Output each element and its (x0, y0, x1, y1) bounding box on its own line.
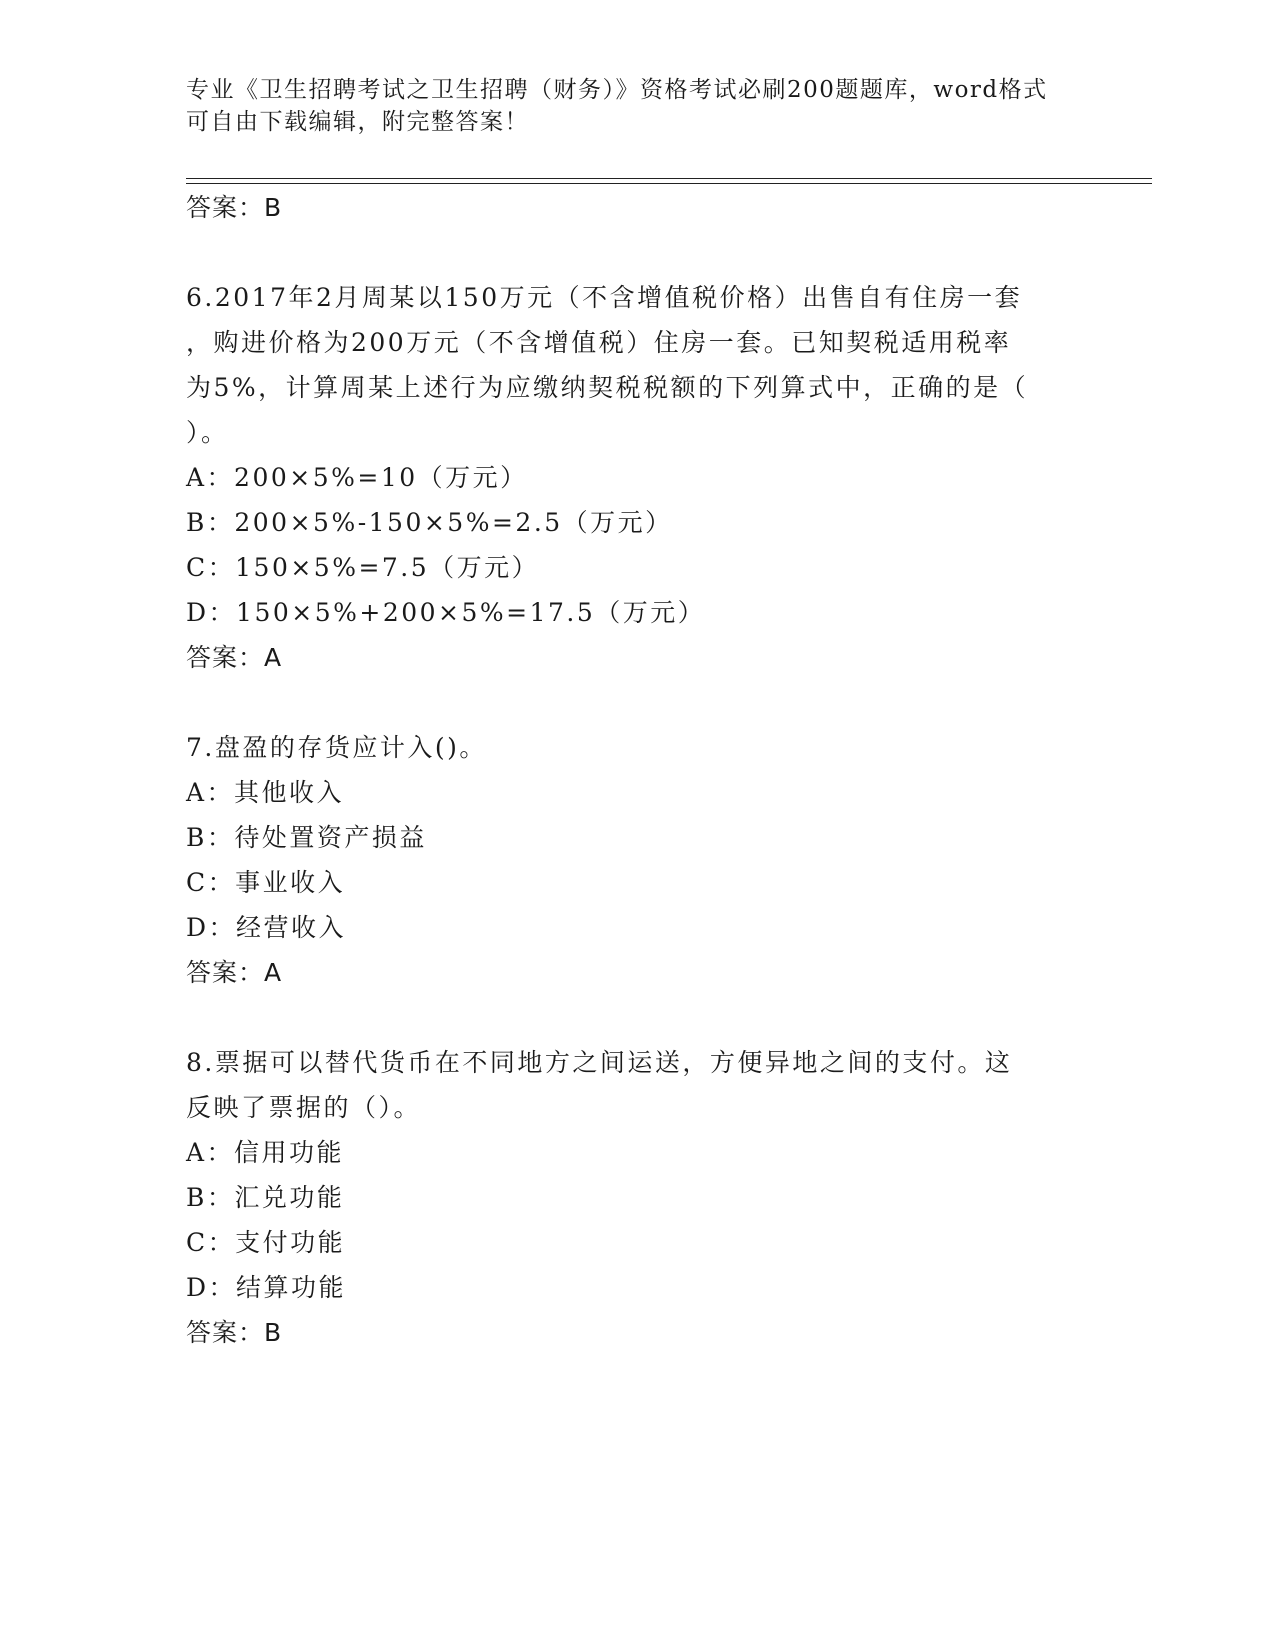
question-7-option-a: A：其他收入 (186, 778, 345, 807)
question-8-answer: 答案：B (186, 1318, 283, 1347)
header-line-2: 可自由下载编辑，附完整答案！ (186, 109, 529, 135)
question-6-line-3: 为5%，计算周某上述行为应缴纳契税税额的下列算式中，正确的是（ (186, 373, 1029, 402)
question-6-line-2: ，购进价格为200万元（不含增值税）住房一套。已知契税适用税率 (186, 328, 1012, 357)
question-6-line-1: 6.2017年2月周某以150万元（不含增值税价格）出售自有住房一套 (186, 283, 1023, 312)
question-6-option-a: A：200×5%=10（万元） (186, 463, 528, 492)
question-6-option-c: C：150×5%=7.5（万元） (186, 553, 540, 582)
document-header (186, 74, 1066, 138)
question-8-line-2: 反映了票据的（）。 (186, 1093, 422, 1122)
header-rule-top (186, 178, 1152, 179)
question-7-line-1: 7.盘盈的存货应计入()。 (186, 733, 487, 762)
question-7-answer: 答案：A (186, 958, 283, 987)
answer-previous: 答案：B (186, 193, 283, 222)
question-8-option-c: C：支付功能 (186, 1228, 346, 1257)
question-6-option-b: B：200×5%-150×5%=2.5（万元） (186, 508, 673, 537)
header-rule-bottom (186, 183, 1152, 184)
question-6-answer: 答案：A (186, 643, 283, 672)
question-8-option-a: A：信用功能 (186, 1138, 345, 1167)
question-8-option-b: B：汇兑功能 (186, 1183, 345, 1212)
question-6-line-4: ）。 (186, 418, 229, 447)
header-line-1: 专业《卫生招聘考试之卫生招聘（财务）》资格考试必刷200题题库，word格式 (186, 77, 1048, 103)
question-8-option-d: D：结算功能 (186, 1273, 347, 1302)
question-8-line-1: 8.票据可以替代货币在不同地方之间运送，方便异地之间的支付。这 (186, 1048, 1013, 1077)
question-7-option-b: B：待处置资产损益 (186, 823, 427, 852)
question-6-option-d: D：150×5%+200×5%=17.5（万元） (186, 598, 706, 627)
question-7-option-d: D：经营收入 (186, 913, 347, 942)
question-7-option-c: C：事业收入 (186, 868, 346, 897)
